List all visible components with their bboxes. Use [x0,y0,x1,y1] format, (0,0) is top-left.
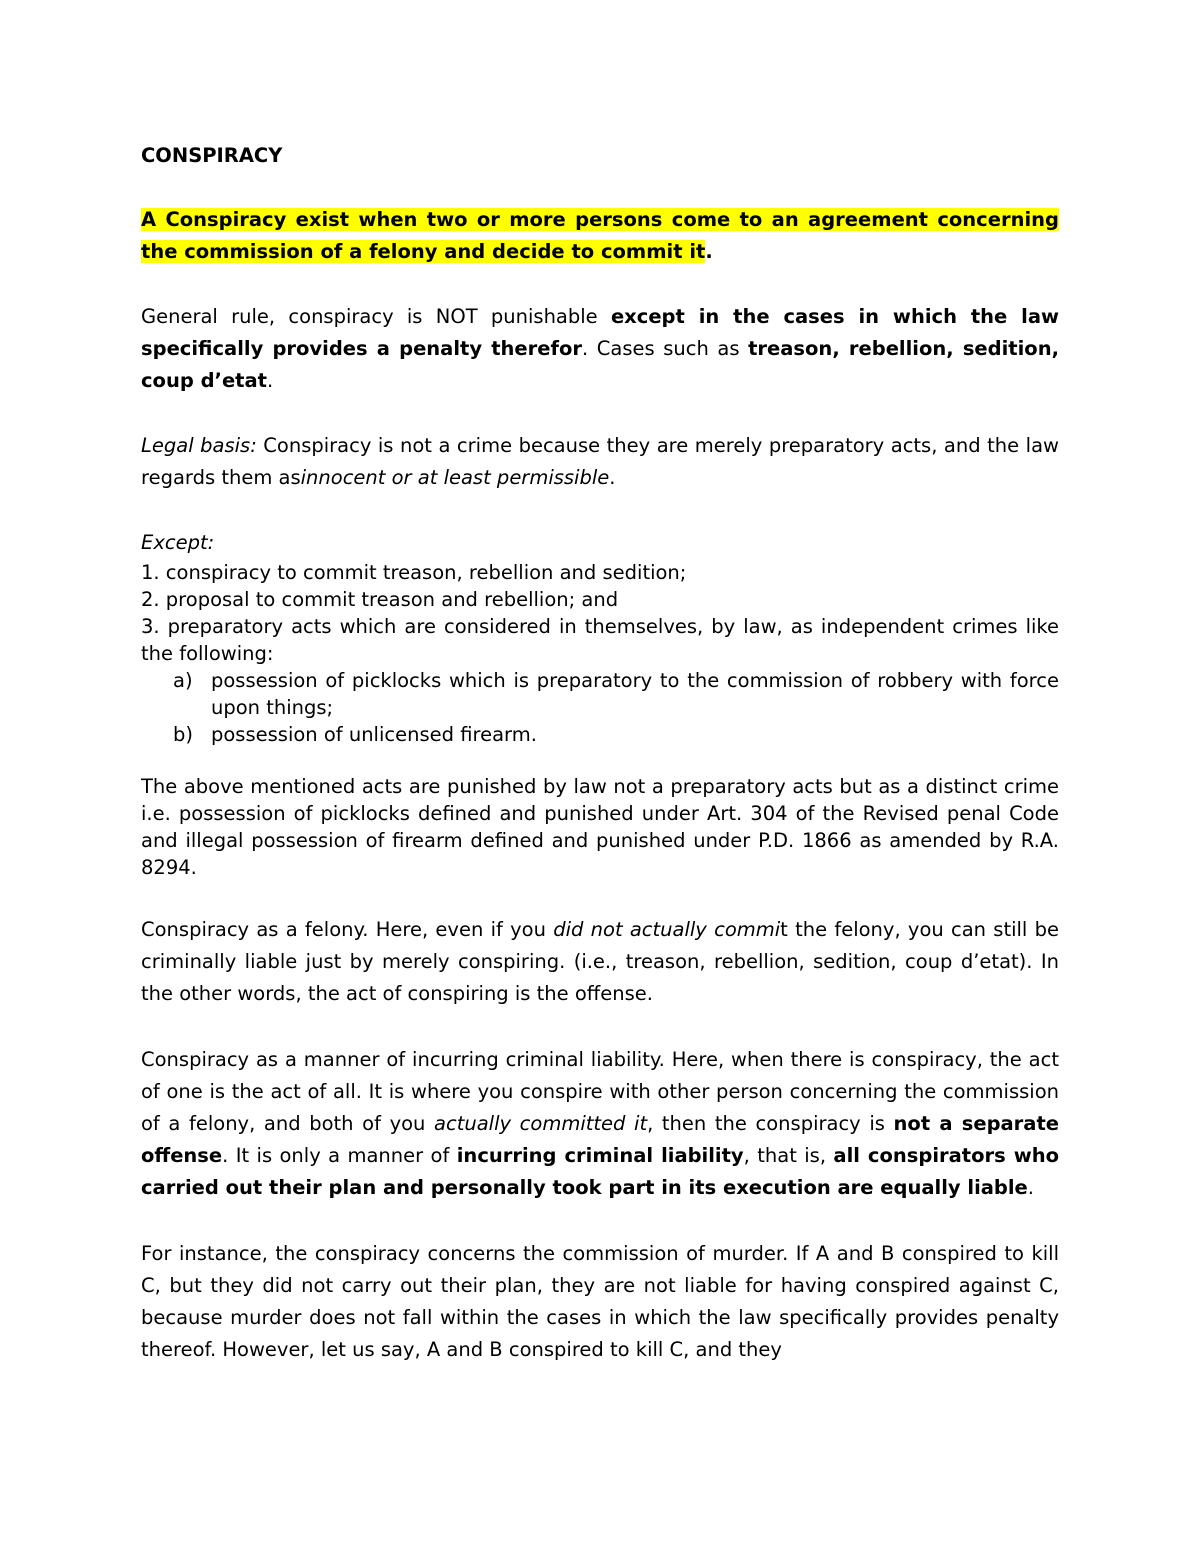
felony-text-2: t the felony, you can still be criminally liable just by merely conspiring. (i.e., treason, rebellion, sedition, coup d’etat). In the other words, the act of conspiring is the offense. [141,918,1059,1005]
manner-italic: actually committed it [434,1112,648,1135]
manner-paragraph [141,1044,1059,1204]
except-list [141,527,1059,748]
list-item: 3. preparatory acts which are considered in themselves, by law, as independent crimes like the following: [141,615,1059,665]
felony-text-1: Conspiracy as a felony. Here, even if you [141,918,554,941]
except-label [141,527,1059,559]
manner-bold-2: incurring criminal liability [456,1144,744,1167]
legal-basis-text-1: Conspiracy is not a crime because they are merely preparatory acts, and the law regards them as [141,434,1059,489]
document-title: CONSPIRACY [141,144,283,167]
manner-bold-3: all conspirators who carried out their plan and personally took part in its execution are equally liable [141,1144,1060,1199]
instance-paragraph: For instance, the conspiracy concerns the commission of murder. If A and B conspired to kill C, but they did not carry out their plan, they are not liable for having conspired against C, because murder does not fall within the cases in which the law specifically provides penalty thereof. However, let us say, A and B conspired to kill C, and they [141,1242,1059,1361]
legal-basis-italic: innocent or at least permissible [300,466,610,489]
general-rule-text-2: . Cases such as [582,337,749,360]
general-rule-bold-2: treason, rebellion, sedition, coup d’etat [141,337,1059,392]
general-rule-paragraph [141,301,1059,397]
manner-bold-1: not a separate offense [141,1112,1060,1167]
legal-basis-paragraph [141,430,1059,494]
above-mentioned-paragraph: The above mentioned acts are punished by law not a preparatory acts but as a distinct crime i.e. possession of picklocks defined and punished under Art. 304 of the Revised penal Code and illegal possession of firearm defined and punished under P.D. 1866 as amended by R.A. 8294. [141,775,1059,879]
general-rule-text-3: . [266,369,274,392]
definition-paragraph [141,204,1059,268]
manner-text-3: . It is only a manner of [222,1144,457,1167]
sub-list-item [141,667,1059,721]
legal-basis-label: Legal basis: [141,434,257,457]
except-label-text: Except: [141,531,215,554]
manner-text-4: , that is, [743,1144,834,1167]
sub-list-item [141,721,1059,748]
sub-list-marker: a) [173,669,193,692]
sub-list-text: possession of unlicensed firearm. [211,723,537,746]
definition-period: . [705,240,713,263]
general-rule-bold-1: except in the cases in which the law specifically provides a penalty therefor [141,305,1059,360]
general-rule-text-1: General rule, conspiracy is NOT punishable [141,305,611,328]
manner-text-5: . [1027,1176,1034,1199]
sub-list-text: possession of picklocks which is preparatory to the commission of robbery with force upon things; [211,669,1059,719]
sub-list-marker: b) [173,723,193,746]
document-page [141,140,1059,1366]
manner-text-2: , then the conspiracy is [647,1112,894,1135]
manner-text-1: Conspiracy as a manner of incurring criminal liability. Here, when there is conspiracy, the act of one is the act of all. It is where you conspire with other person concerning the commission of a felony, and both of you [141,1048,1059,1135]
list-item: 2. proposal to commit treason and rebellion; and [141,588,619,611]
list-item: 1. conspiracy to commit treason, rebellion and sedition; [141,561,687,584]
highlighted-definition: A Conspiracy exist when two or more persons come to an agreement concerning the commission of a felony and decide to commit it [141,208,1059,263]
felony-paragraph [141,914,1059,1010]
legal-basis-text-2: . [609,466,616,489]
felony-italic: did not actually commi [553,918,781,941]
